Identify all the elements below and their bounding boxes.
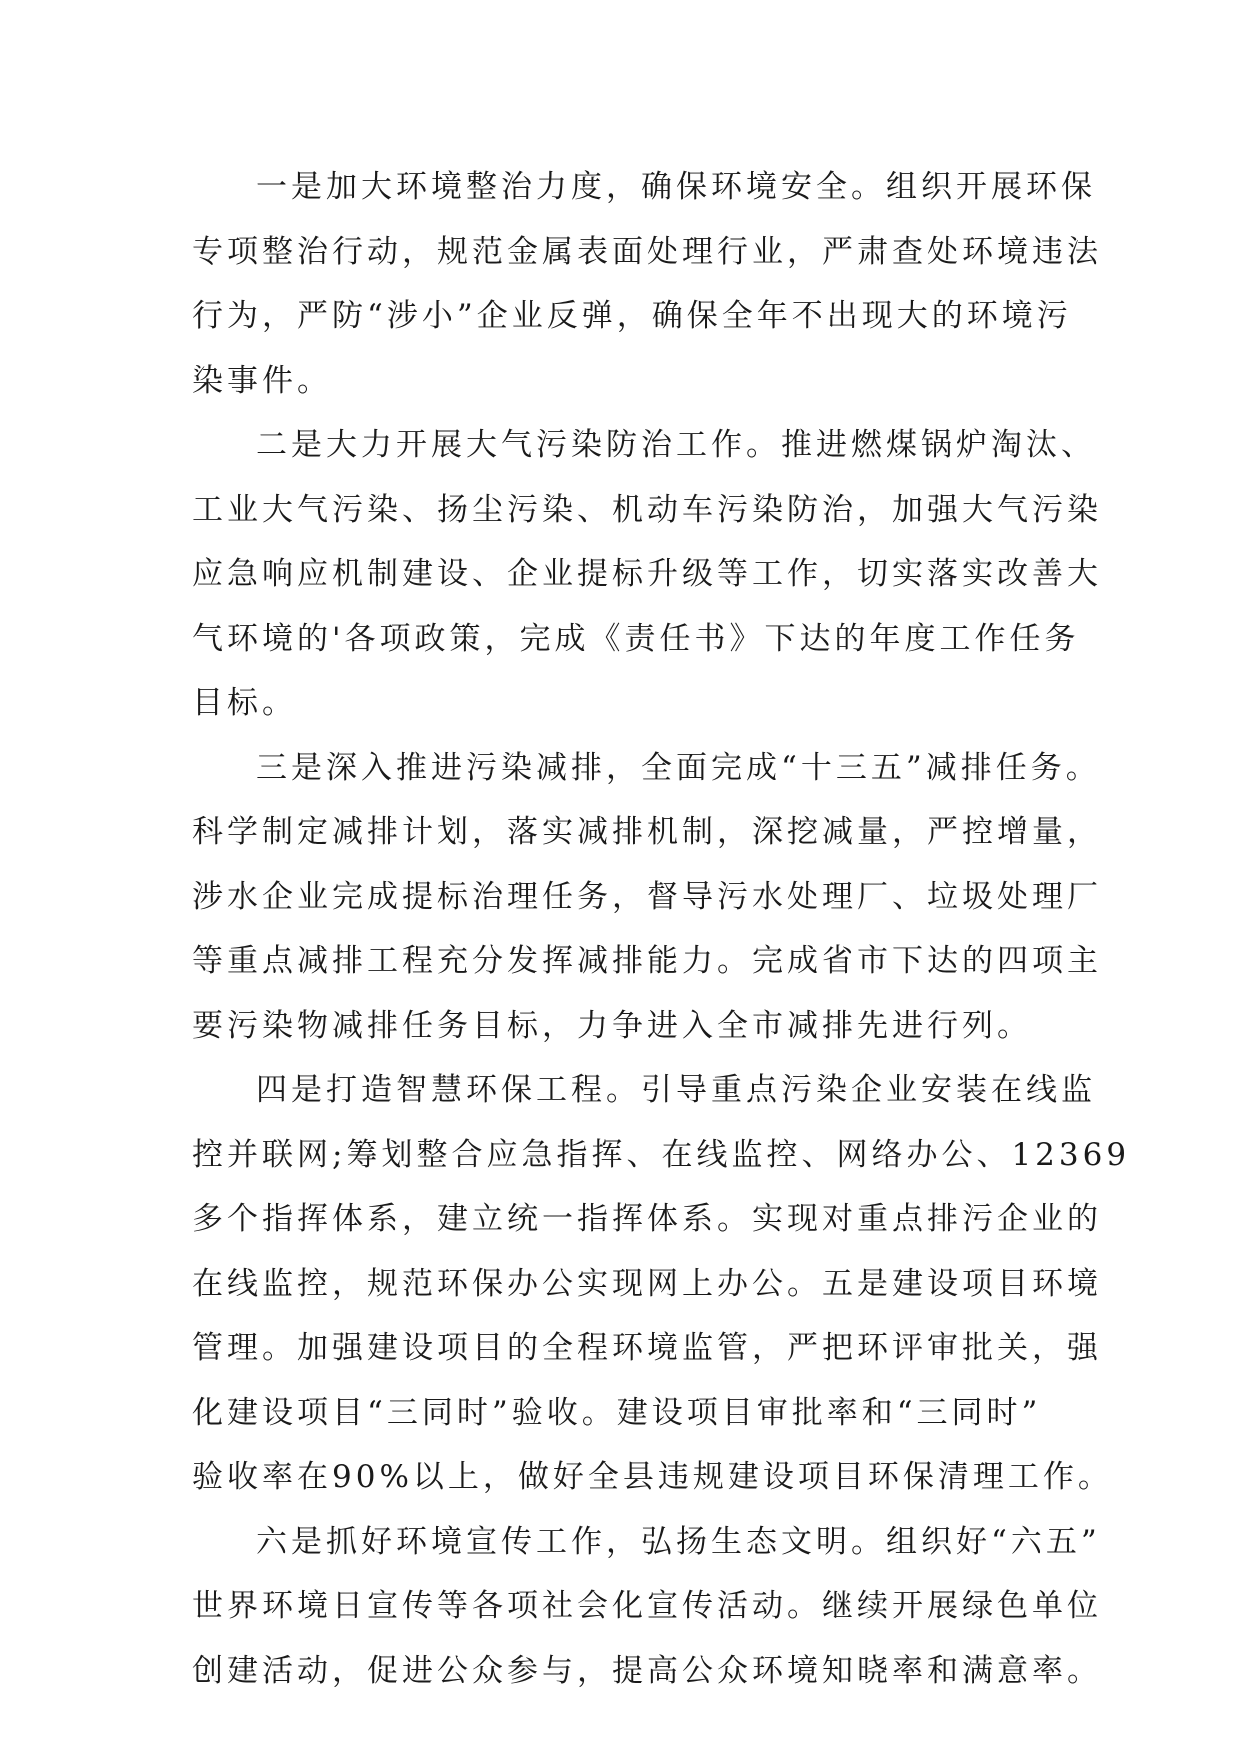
paragraph-line: 在线监控，规范环保办公实现网上办公。五是建设项目环境 (192, 1265, 1102, 1302)
paragraph-line: 控并联网;筹划整合应急指挥、在线监控、网络办公、12369 (192, 1136, 1131, 1173)
paragraph-line: 涉水企业完成提标治理任务，督导污水处理厂、垃圾处理厂 (192, 878, 1102, 915)
paragraph-line: 验收率在90%以上，做好全县违规建设项目环保清理工作。 (192, 1459, 1113, 1495)
paragraph-line: 工业大气污染、扬尘污染、机动车污染防治，加强大气污染 (192, 491, 1102, 528)
paragraph-5 (192, 1510, 1102, 1704)
paragraph-line: 二是大力开展大气污染防治工作。推进燃煤锅炉淘汰、 (256, 427, 1096, 463)
paragraph-line: 气环境的'各项政策，完成《责任书》下达的年度工作任务 (192, 620, 1080, 657)
paragraph-line: 六是抓好环境宣传工作，弘扬生态文明。组织好“六五” (256, 1523, 1101, 1560)
paragraph-3 (192, 736, 1102, 1059)
paragraph-line: 一是加大环境整治力度，确保环境安全。组织开展环保 (256, 169, 1096, 205)
paragraph-line: 创建活动，促进公众参与，提高公众环境知晓率和满意率。 (192, 1652, 1102, 1689)
paragraph-4 (192, 1058, 1131, 1510)
paragraph-2 (192, 413, 1102, 736)
paragraph-line: 三是深入推进污染减排，全面完成“十三五”减排任务。 (256, 749, 1101, 786)
document-body (192, 155, 1131, 1703)
paragraph-line: 多个指挥体系，建立统一指挥体系。实现对重点排污企业的 (192, 1201, 1102, 1237)
paragraph-line: 行为，严防“涉小”企业反弹，确保全年不出现大的环境污 (192, 298, 1072, 334)
paragraph-line: 专项整治行动，规范金属表面处理行业，严肃查处环境违法 (192, 233, 1102, 270)
paragraph-line: 要污染物减排任务目标，力争进入全市减排先进行列。 (192, 1007, 1032, 1044)
paragraph-line: 等重点减排工程充分发挥减排能力。完成省市下达的四项主 (192, 943, 1102, 979)
paragraph-line: 应急响应机制建设、企业提标升级等工作，切实落实改善大 (192, 556, 1102, 592)
paragraph-line: 世界环境日宣传等各项社会化宣传活动。继续开展绿色单位 (192, 1588, 1102, 1624)
paragraph-line: 四是打造智慧环保工程。引导重点污染企业安装在线监 (256, 1072, 1096, 1108)
paragraph-line: 化建设项目“三同时”验收。建设项目审批率和“三同时” (192, 1394, 1042, 1431)
paragraph-line: 染事件。 (192, 362, 332, 399)
paragraph-line: 目标。 (192, 685, 297, 721)
paragraph-1 (192, 155, 1102, 413)
paragraph-line: 科学制定减排计划，落实减排机制，深挖减量，严控增量， (192, 814, 1102, 850)
paragraph-line: 管理。加强建设项目的全程环境监管，严把环评审批关，强 (192, 1330, 1102, 1366)
